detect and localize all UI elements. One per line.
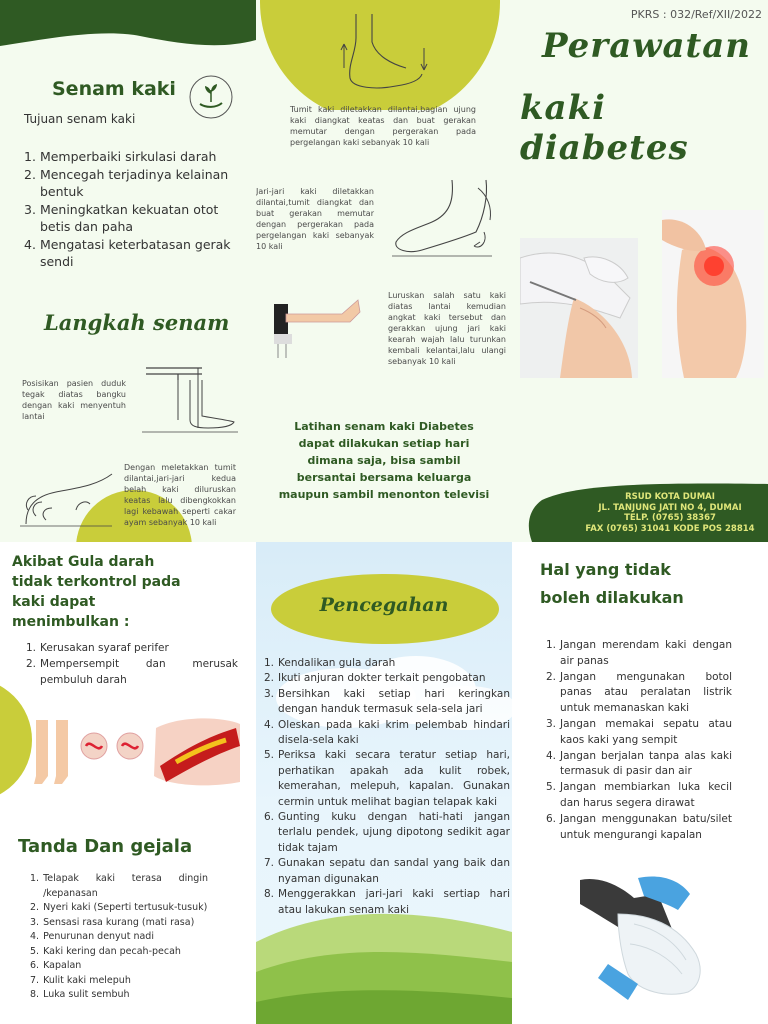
hospital-address: RSUD KOTA DUMAI JL. TANJUNG JATI NO 4, DUMAI TELP. (0765) 38367 FAX (0765) 31041 KODE POS 28814 [585,492,755,534]
document-code: PKRS : 032/Ref/XII/2022 [630,8,762,21]
list-item: 1. Kendalikan gula darah [264,657,396,669]
panel-pencegahan [256,542,512,1024]
list-item: 2. Jangan mengunakan botol panas atau peralatan listrik untuk memanaskan kaki [546,670,732,715]
list-item: 1. Kerusakan syaraf perifer [26,642,169,654]
step1-text: Posisikan pasien duduk tegak diatas bangku dengan kaki menyentuh lantai [22,379,126,421]
larangan-title: Hal yang tidak boleh dilakukan [540,560,684,607]
list-item: 7. Gunakan sepatu dan sandal yang baik dan nyaman digunakan [264,857,510,885]
list-item: 5. Periksa kaki secara teratur setiap hari, perhatikan apakah ada kulit robek, kemerahan, melepuh, kapalan. Gunakan cermin untuk melihat bagian telapak kaki [264,749,510,808]
pencegahan-list [264,656,510,918]
vessel-illustration [30,716,246,788]
panel-senam-kaki [0,0,256,542]
list-item: 4. Oleskan pada kaki krim pelembab hindari disela-sela kaki [264,718,510,747]
panel-cover [512,0,768,542]
latihan-note: Latihan senam kaki Diabetes dapat dilakukan setiap hari dimana saja, bisa sambil bersantai bersama keluarga maupun sambil menonton televisi [278,420,490,501]
pencegahan-title: Pencegahan [319,594,449,616]
panel-akibat-tanda [0,542,256,1024]
list-item: 8. Luka sulit sembuh [30,989,130,1000]
akibat-list [26,640,238,688]
tanda-list [30,872,208,1003]
list-item: 1. Jangan merendam kaki dengan air panas [546,639,732,667]
plant-hand-icon [188,74,234,120]
seated-legs-illustration [142,360,238,436]
top-green-wave [0,0,256,60]
cover-title-line2: kaki diabetes [520,88,689,168]
foot-claw-illustration [16,466,116,530]
list-item: 6. Jangan menggunakan batu/silet untuk mengurangi kapalan [546,812,732,841]
panel-larangan [512,542,768,1024]
tujuan-label: Tujuan senam kaki [24,112,136,126]
foot-tiptoe-illustration [392,176,502,262]
list-item: 6. Gunting kuku dengan hati-hati jangan terlalu pendek, ujung dipotong sedikit agar tidak tajam [264,811,510,854]
list-item: 8. Menggerakkan jari-jari kaki sertiap hari atau lakukan senam kaki [264,888,510,916]
list-item: 6. Kapalan [30,960,82,971]
tanda-gejala-title: Tanda Dan gejala [18,836,193,857]
list-item: 2. Ikuti anjuran dokter terkait pengobatan [264,672,486,685]
list-item: 4. Penurunan denyut nadi [30,931,154,942]
cover-title-line1: Perawatan [542,26,751,66]
senam-kaki-title: Senam kaki [52,78,176,100]
foot-heel-illustration [336,8,432,96]
list-item: 2. Mempersempit dan merusak pembuluh darah [26,658,238,686]
list-item: 2. Mencegah terjadinya kelainan bentuk [24,166,229,199]
bandaged-foot-photo [578,874,720,1000]
akibat-title: Akibat Gula darah tidak terkontrol pada kaki dapat menimbulkan : [12,554,181,630]
heel-pain-photo [662,210,764,378]
list-item: 4. Mengatasi keterbatasan gerak sendi [24,236,231,269]
list-item: 1. Telapak kaki terasa dingin /kepanasan [30,873,208,899]
list-item: 3. Sensasi rasa kurang (mati rasa) [30,916,195,928]
langkah-senam-title: Langkah senam [44,310,230,335]
list-item: 5. Kaki kering dan pecah-pecah [30,945,181,957]
panel-langkah-lanjutan [256,0,512,542]
list-item: 3. Bersihkan kaki setiap hari keringkan dengan handuk termasuk sela-sela jari [264,687,510,716]
list-item: 5. Jangan membiarkan luka kecil dan harus segera dirawat [546,781,732,809]
step4-text: Jari-jari kaki diletakkan dilantai,tumit diangkat dan buat gerakan memutar dengan pergerakan pada pergelangan kaki sebanyak 10 kali [256,187,374,251]
step5-text: Luruskan salah satu kaki diatas lantai kemudian angkat kaki tersebut dan gerakkan ujung jari kaki kearah wajah lalu turunkan kembali kelantai,lalu ulangi sebanyak 10 kali [388,291,506,366]
step3-text: Tumit kaki diletakkan dilantai,bagian ujung kaki diangkat keatas dan buat gerakan memutar dengan pergerakan pada pergelangan kaki sebanyak 10 kali [290,105,476,147]
step2-text: Dengan meletakkan tumit dilantai,jari-jari kedua belah kaki diluruskan keatas lalu dibengkokkan lagi kebawah seperti cakar ayam sebanyak 10 kali [124,463,236,527]
list-item: 2. Nyeri kaki (Seperti tertusuk-tusuk) [30,902,208,913]
list-item: 1. Memperbaiki sirkulasi darah [24,149,217,164]
list-item: 7. Kulit kaki melepuh [30,974,131,986]
list-item: 4. Jangan berjalan tanpa alas kaki termasuk di pasir dan air [546,749,732,778]
leg-raise-illustration [272,292,362,358]
tujuan-list [24,148,232,271]
foot-care-photo [520,238,638,378]
larangan-list [546,638,732,843]
list-item: 3. Jangan memakai sepatu atau kaos kaki yang sempit [546,717,732,746]
list-item: 3. Meningkatkan kekuatan otot betis dan paha [24,201,219,234]
green-hills [256,902,512,1024]
